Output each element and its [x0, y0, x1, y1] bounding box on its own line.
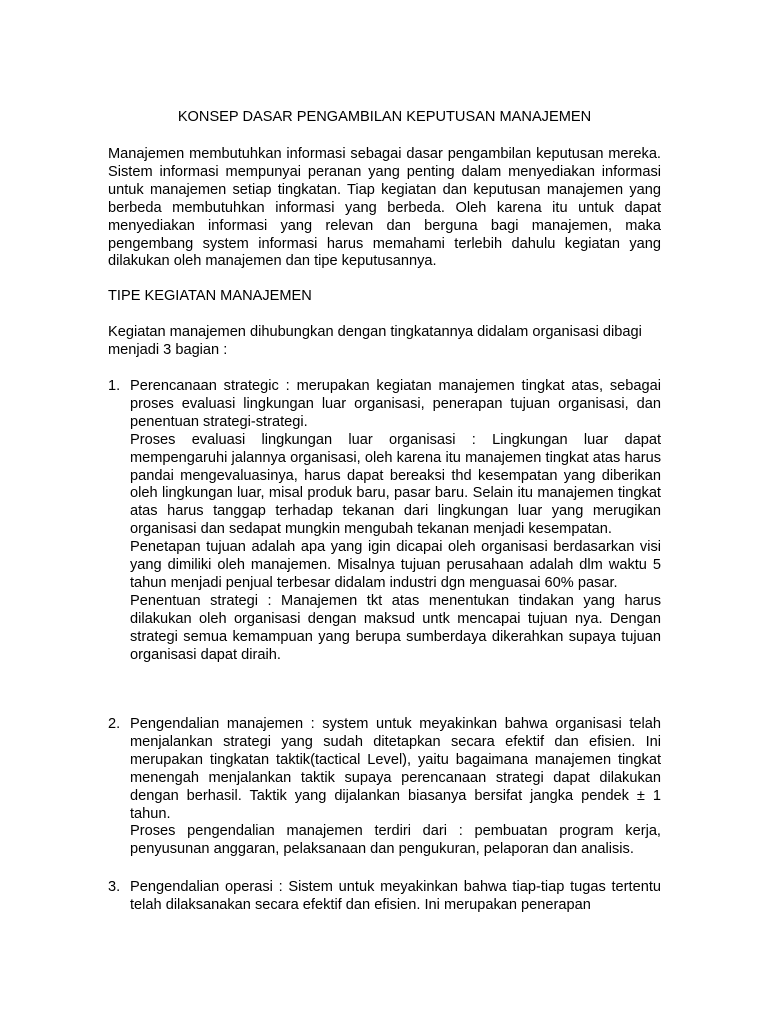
- item-paragraph: Penetapan tujuan adalah apa yang igin dicapai oleh organisasi berdasarkan visi yang dimiliki oleh manajemen. Misalnya tujuan perusahaan adalah dlm waktu 5 tahun menjadi penjual terbesar didalam industri dgn menguasai 60% pasar.: [130, 539, 661, 591]
- list-item-2: [108, 716, 661, 859]
- item-paragraph: Pengendalian manajemen : system untuk meyakinkan bahwa organisasi telah menjalankan strategi yang sudah ditetapkan secara efektif dan efisien. Ini merupakan tingkatan taktik(tactical Level), yaitu bagaimana manajemen tingkat menengah menjalankan taktik supaya perencanaan strategi dapat dilakukan dengan berhasil. Taktik yang dijalankan biasanya bersifat jangka pendek ± 1 tahun.: [130, 716, 661, 822]
- item-paragraph: Pengendalian operasi : Sistem untuk meyakinkan bahwa tiap-tiap tugas tertentu telah dilaksanakan secara efektif dan efisien. Ini merupakan penerapan: [130, 879, 661, 913]
- item-paragraph: Proses evaluasi lingkungan luar organisasi : Lingkungan luar dapat mempengaruhi jalannya organisasi, oleh karena itu manajemen tingkat atas harus pandai mengevaluasinya, harus dapat bereaksi thd kesempatan yang diberikan oleh lingkungan luar, misal produk baru, pasar baru. Selain itu manajemen tingkat atas harus tanggap terhadap tekanan dari lingkungan luar yang merugikan organisasi dan sedapat mungkin mengubah tekanan menjadi kesempatan.: [130, 431, 661, 538]
- list-item-body: [130, 378, 661, 665]
- list-number: 1.: [108, 378, 121, 394]
- list-number: 2.: [108, 716, 121, 732]
- item-paragraph: Perencanaan strategic : merupakan kegiatan manajemen tingkat atas, sebagai proses evaluasi lingkungan luar organisasi, penerapan tujuan organisasi, dan penentuan strategi-strategi.: [130, 378, 661, 430]
- document-title: KONSEP DASAR PENGAMBILAN KEPUTUSAN MANAJEMEN: [177, 109, 592, 125]
- intro-paragraph: Manajemen membutuhkan informasi sebagai dasar pengambilan keputusan mereka. Sistem informasi mempunyai peranan yang penting dalam menyediakan informasi untuk manajemen setiap tingkatan. Tiap kegiatan dan keputusan manajemen yang berbeda membutuhkan informasi yang berbeda. Oleh karena itu untuk dapat menyediakan informasi yang relevan dan berguna bagi manajemen, maka pengembang system informasi harus memahami terlebih dahulu kegiatan yang dilakukan oleh manajemen dan tipe keputusannya.: [108, 146, 661, 270]
- section-heading: TIPE KEGIATAN MANAJEMEN: [108, 288, 312, 304]
- list-number: 3.: [108, 879, 121, 895]
- list-item-1: [108, 378, 661, 665]
- item-paragraph: Proses pengendalian manajemen terdiri dari : pembuatan program kerja, penyusunan anggaran, pelaksanaan dan pengukuran, pelaporan dan analisis.: [130, 823, 661, 858]
- list-item-3: [108, 879, 661, 915]
- item-paragraph: Penentuan strategi : Manajemen tkt atas menentukan tindakan yang harus dilakukan oleh organisasi dengan maksud untk mencapai tujuan nya. Dengan strategi semua kemampuan yang berupa sumberdaya dikerahkan supaya tujuan organisasi dapat diraih.: [130, 592, 661, 663]
- list-item-body: [130, 716, 661, 859]
- section-intro-paragraph: Kegiatan manajemen dihubungkan dengan tingkatannya didalam organisasi dibagi menjadi 3 bagian :: [108, 324, 642, 358]
- list-item-body: [130, 879, 661, 915]
